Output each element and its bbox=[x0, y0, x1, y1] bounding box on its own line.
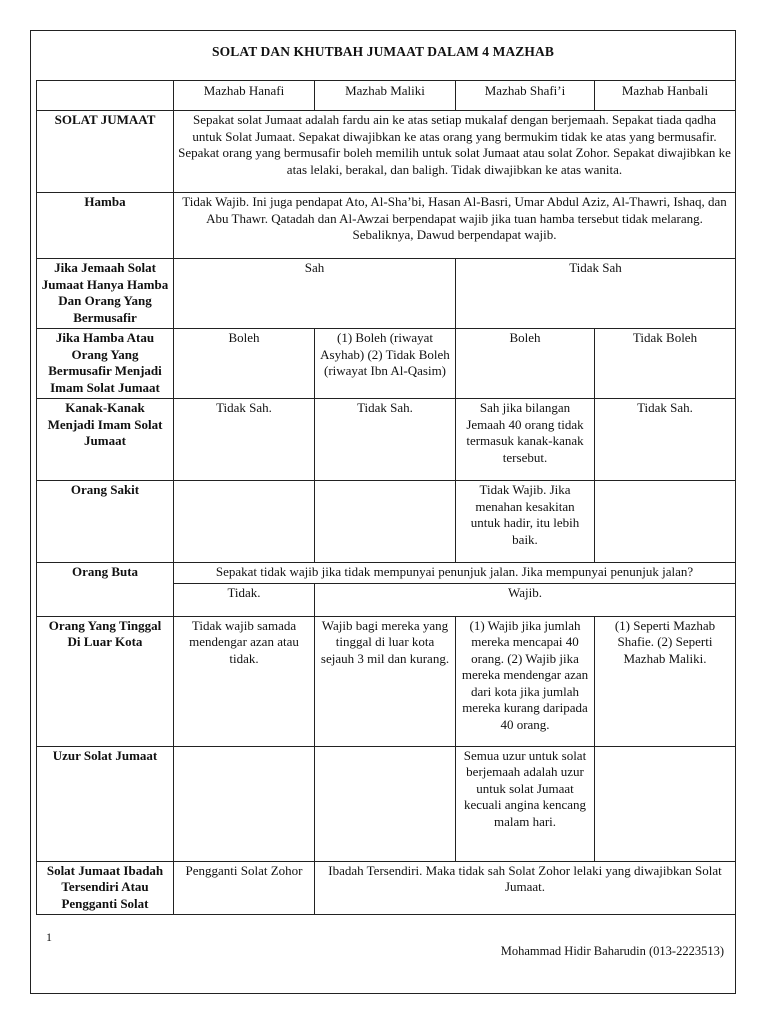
cell-all-mazhab: Sepakat tidak wajib jika tidak mempunyai penunjuk jalan. Jika mempunyai penunjuk jalan? bbox=[174, 563, 736, 584]
cell-shafii-hanbali: Tidak Sah bbox=[456, 259, 736, 329]
row-kanak-imam bbox=[37, 399, 736, 481]
row-label: Uzur Solat Jumaat bbox=[37, 746, 174, 861]
row-label: SOLAT JUMAAT bbox=[37, 111, 174, 193]
cell-maliki: Wajib bagi mereka yang tinggal di luar kota sejauh 3 mil dan kurang. bbox=[315, 616, 456, 746]
row-label: Orang Sakit bbox=[37, 481, 174, 563]
header-shafii: Mazhab Shafi’i bbox=[456, 81, 595, 111]
row-uzur bbox=[37, 746, 736, 861]
cell-hanafi: Tidak Sah. bbox=[174, 399, 315, 481]
row-hamba bbox=[37, 193, 736, 259]
cell-all-mazhab: Sepakat solat Jumaat adalah fardu ain ke atas setiap mukalaf dengan berjemaah. Sepakat tiada qadha untuk Solat Jumaat. Sepakat diwajibkan ke atas orang yang bermukim tidak ke atas yang bermusafir. Sepakat orang yang bermusafir boleh memilih untuk solat Jumaat atau solat Zohor. Sepakat diwajibkan ke atas lelaki, berakal, dan baligh. Tidak diwajibkan ke atas wanita. bbox=[174, 111, 736, 193]
header-maliki: Mazhab Maliki bbox=[315, 81, 456, 111]
row-hamba-imam bbox=[37, 329, 736, 399]
cell-hanbali: (1) Seperti Mazhab Shafie. (2) Seperti Mazhab Maliki. bbox=[595, 616, 736, 746]
cell-hanafi-maliki: Sah bbox=[174, 259, 456, 329]
cell-maliki bbox=[315, 481, 456, 563]
cell-hanafi: Pengganti Solat Zohor bbox=[174, 861, 315, 915]
row-label: Hamba bbox=[37, 193, 174, 259]
header-hanafi: Mazhab Hanafi bbox=[174, 81, 315, 111]
row-label: Kanak-Kanak Menjadi Imam Solat Jumaat bbox=[37, 399, 174, 481]
row-label: Jika Hamba Atau Orang Yang Bermusafir Menjadi Imam Solat Jumaat bbox=[37, 329, 174, 399]
cell-maliki-shafii-hanbali: Ibadah Tersendiri. Maka tidak sah Solat Zohor lelaki yang diwajibkan Solat Jumaat. bbox=[315, 861, 736, 915]
cell-maliki: (1) Boleh (riwayat Asyhab) (2) Tidak Boleh (riwayat Ibn Al-Qasim) bbox=[315, 329, 456, 399]
cell-shafii: Semua uzur untuk solat berjemaah adalah uzur untuk solat Jumaat kecuali angina kencang malam hari. bbox=[456, 746, 595, 861]
cell-maliki bbox=[315, 746, 456, 861]
row-ibadah bbox=[37, 861, 736, 915]
cell-maliki-shafii-hanbali: Wajib. bbox=[315, 583, 736, 616]
row-orang-sakit bbox=[37, 481, 736, 563]
author-credit: Mohammad Hidir Baharudin (013-2223513) bbox=[500, 944, 724, 958]
cell-shafii: Tidak Wajib. Jika menahan kesakitan untuk hadir, itu lebih baik. bbox=[456, 481, 595, 563]
page-number: 1 bbox=[46, 930, 52, 944]
row-label: Orang Buta bbox=[37, 563, 174, 617]
row-label: Solat Jumaat Ibadah Tersendiri Atau Pengganti Solat bbox=[37, 861, 174, 915]
cell-hanafi bbox=[174, 481, 315, 563]
cell-hanafi bbox=[174, 746, 315, 861]
cell-maliki: Tidak Sah. bbox=[315, 399, 456, 481]
row-luar-kota bbox=[37, 616, 736, 746]
cell-hanbali: Tidak Sah. bbox=[595, 399, 736, 481]
cell-shafii: Sah jika bilangan Jemaah 40 orang tidak termasuk kanak-kanak tersebut. bbox=[456, 399, 595, 481]
row-solat-jumaat bbox=[37, 111, 736, 193]
cell-hanafi: Tidak wajib samada mendengar azan atau tidak. bbox=[174, 616, 315, 746]
row-label: Jika Jemaah Solat Jumaat Hanya Hamba Dan Orang Yang Bermusafir bbox=[37, 259, 174, 329]
document-title: SOLAT DAN KHUTBAH JUMAAT DALAM 4 MAZHAB bbox=[212, 44, 554, 59]
cell-shafii: Boleh bbox=[456, 329, 595, 399]
cell-hanbali bbox=[595, 481, 736, 563]
row-label: Orang Yang Tinggal Di Luar Kota bbox=[37, 616, 174, 746]
cell-hanbali: Tidak Boleh bbox=[595, 329, 736, 399]
row-orang-buta bbox=[37, 563, 736, 584]
cell-shafii: (1) Wajib jika jumlah mereka mencapai 40 orang. (2) Wajib jika mereka mendengar azan dari kota jika jumlah mereka kurang daripada 40 orang. bbox=[456, 616, 595, 746]
cell-hanafi: Tidak. bbox=[174, 583, 315, 616]
header-hanbali: Mazhab Hanbali bbox=[595, 81, 736, 111]
header-empty-cell bbox=[37, 81, 174, 111]
mazhab-comparison-table bbox=[36, 80, 736, 915]
table-header-row bbox=[37, 81, 736, 111]
cell-all-mazhab: Tidak Wajib. Ini juga pendapat Ato, Al-Sha’bi, Hasan Al-Basri, Umar Abdul Aziz, Al-Thawri, Ishaq, dan Abu Thawr. Qatadah dan Al-Awzai berpendapat wajib jika tuan hamba tersebut tidak melarang. Sebaliknya, Dawud berpendapat wajib. bbox=[174, 193, 736, 259]
cell-hanbali bbox=[595, 746, 736, 861]
cell-hanafi: Boleh bbox=[174, 329, 315, 399]
row-jemaah-hamba-musafir bbox=[37, 259, 736, 329]
